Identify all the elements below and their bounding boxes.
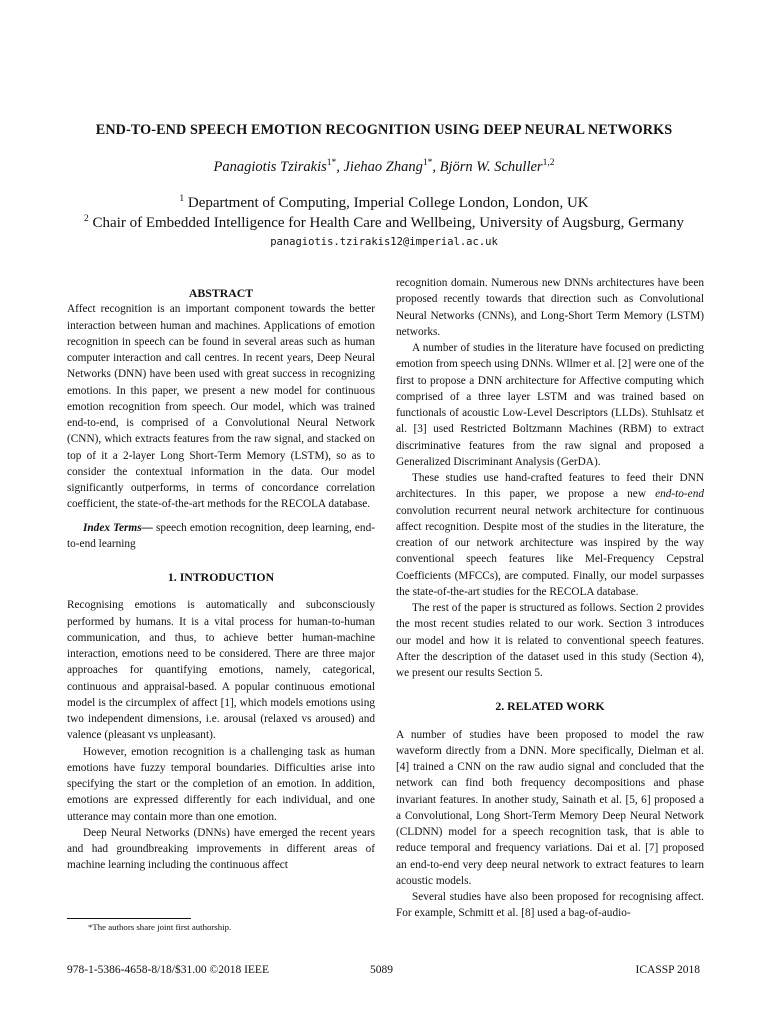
abstract-heading: ABSTRACT [188,286,254,300]
paragraph-text: convolution recurrent neural network architecture for continuous affect recognition. Despite most of the studies in the literature, the creation of our network architecture was inspired by the way conventional speech features like Mel-Frequency Cepstral Coefficients (MFCCs), are computed. Finally, our model surpasses the state-of-the-art studies for the RECOLA database. [396,504,704,598]
paragraph: recognition domain. Numerous new DNNs architectures have been proposed recently towards that direction such as Convolutional Neural Networks (CNNs), and Long-Short Term Memory (LSTM) networks. [396,277,704,338]
author-name: Panagiotis Tzirakis [213,158,327,175]
paragraph: Deep Neural Networks (DNNs) have emerged the recent years and had groundbreaking improvements in different areas of machine learning including the continuous affect [67,826,375,872]
author-affiliation-marker: 1* [326,158,337,168]
footer-venue: ICASSP 2018 [635,964,700,976]
paragraph: A number of studies have been proposed to model the raw waveform directly from a DNN. More specifically, Dielman et al. [4] trained a CNN on the raw audio signal and concluded that the network can find both frequency decompositions and phase invariant features. In another study, Sainath et al. [5, 6] proposed a a Convolutional, Long Short-Term Memory Deep Neural Network (CLDNN) model for a speech recognition task, that is able to reduce temporal and frequency variations. Dai et al. [7] proposed an end-to-end very deep neural network to extract features to learn acoustic models. [396,728,704,887]
affiliation-marker: 1 [179,194,185,204]
section-heading-related-work: 2. RELATED WORK [495,699,605,714]
footer-copyright: 978-1-5386-4658-8/18/$31.00 ©2018 IEEE [67,964,269,976]
author-name: Jiehao Zhang [343,158,423,175]
index-terms-label: Index Terms— [83,521,153,534]
affiliation-1 [30,194,738,212]
section-heading-introduction: 1. INTRODUCTION [167,570,275,584]
index-terms-text: speech emotion recognition, deep learning, end-to-end learning [67,521,375,550]
paragraph: A number of studies in the literature have focused on predicting emotion from speech using DNNs. Wllmer et al. [2] were one of the first to propose a DNN architecture for Affective computing which comprised of a three layer LSTM and was trained based on functionals of acoustic Low-Level Descriptors (LLDs). Stuhlsatz et al. [3] used Restricted Boltzmann Machines (RBM) to extract discriminative features from the raw signal and proposed a Generalized Discriminant Analysis (GerDA). [396,342,704,468]
footnote: *The authors share joint first authorship. [88,922,232,932]
affiliation-marker: 2 [84,214,89,224]
left-column [67,285,375,874]
paragraph-text: These studies use hand-crafted features to feed their DNN architectures. In this paper, we propose a new [396,472,704,501]
paragraph: The rest of the paper is structured as follows. Section 2 provides the most recent studies related to our work. Section 3 introduces our model and how it is related to conventional speech features. After the description of the dataset used in this study (Section 4), we present our results Section 5. [396,602,704,679]
contact-email: panagiotis.tzirakis12@imperial.ac.uk [270,236,498,248]
paragraph: Several studies have also been proposed for recognising affect. For example, Schmitt et al. [8] used a bag-of-audio- [396,891,704,920]
paragraph: Recognising emotions is automatically and subconsciously performed by humans. It is a vital process for human-to-human communication, and thus, to achieve better human-machine interaction, emotions need to be considered. There are three major approaches for quantifying emotions, namely, categorical, continuous and appraisal-based. A popular continuous emotional model is the circumplex of affect [1], which models emotions using two independent dimensions, i.e. arousal (relaxed vs aroused) and valence (pleasant vs unpleasant). [67,599,375,742]
paragraph [396,470,704,600]
affiliation-text: Department of Computing, Imperial College London, London, UK [187,195,589,211]
abstract-text: Affect recognition is an important component towards the better interaction between human and machines. Applications of emotion recognition in speech can be found in several areas such as human computer interaction and call centres. In recent years, Deep Neural Networks (DNN) have been used with great success in recognizing emotions. In this paper, we present a new model for continuous emotion recognition from speech. Our model, which was trained end-to-end, is comprised of a Convolutional Neural Network (CNN), which extracts features from the raw signal, and stacked on top of it a 2-layer Long Short-Term Memory (LSTM), so as to consider the contextual information in the data. Our model significantly outperforms, in terms of concordance correlation coefficient, the state-of-the-art methods for the RECOLA database. [67,303,375,511]
paper-title: END-TO-END SPEECH EMOTION RECOGNITION USING DEEP NEURAL NETWORKS [95,122,673,138]
paragraph: However, emotion recognition is a challenging task as human emotions have fuzzy temporal boundaries. Difficulties arise into specifying the start or the completion of an emotion. In addition, emotions are expressed differently for each individual, and one utterance may contain more than one emotion. [67,745,375,823]
footnote-divider [67,918,191,919]
author-affiliation-marker: 1,2 [542,158,555,168]
author-name: Björn W. Schuller [439,158,543,175]
page-number: 5089 [370,964,393,976]
author-list: Panagiotis Tzirakis$^{1*}$, Jiehao Zhang$^{1*}$, Björn W. Schuller$^{1,2}$ [213,158,555,175]
affiliation-text: Chair of Embedded Intelligence for Health Care and Wellbeing, University of Augsburg, Germany [92,215,684,231]
author-affiliation-marker: 1* [422,158,433,168]
right-column [396,275,704,922]
affiliation-2 [30,214,738,232]
emphasis-text: end-to-end [655,488,704,501]
index-terms [67,520,375,553]
